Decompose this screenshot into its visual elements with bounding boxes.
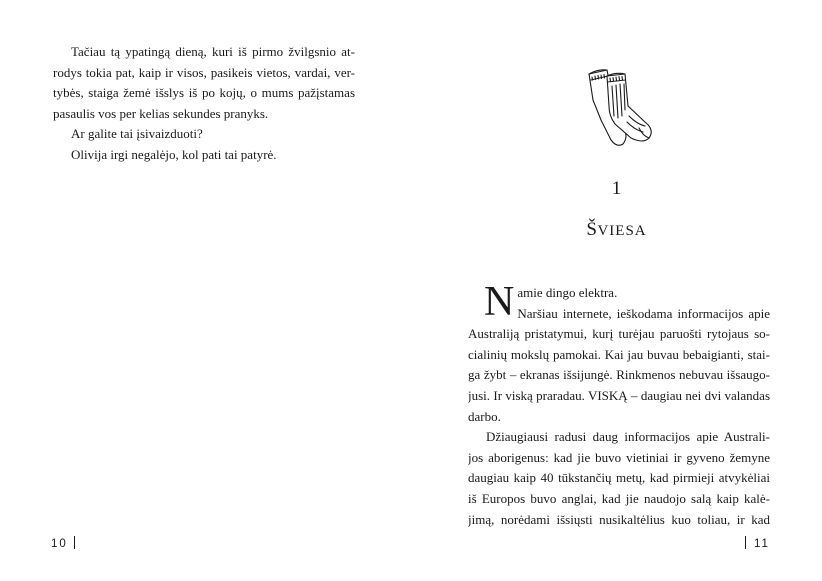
chapter-title-rest: VIESA xyxy=(597,223,647,239)
text-line: Ar galite tai įsivaizduoti? xyxy=(71,126,203,142)
page-number-value: 10 xyxy=(51,538,68,550)
text-line: cialinių mokslų pamokai. Kai jau buvau bebaigianti, stai- xyxy=(468,346,770,362)
text-line: iš Europos buvo anglai, kad jie naudojo salą kaip kalė- xyxy=(468,490,770,506)
text-line: daugiau kaip 40 tūkstančių metų, kad pirmieji atvykėliai xyxy=(468,470,770,486)
text-line: ga žybt – ekranas išsijungė. Rinkmenos nebuvau išsaugo- xyxy=(468,367,770,383)
chapter-number: 1 xyxy=(611,178,622,199)
text-line: pasaulis vos per kelias sekundes pranyks. xyxy=(53,105,269,121)
text-line: amie dingo elektra. xyxy=(517,285,618,300)
right-page xyxy=(411,0,822,581)
socks-illustration xyxy=(579,66,661,156)
text-line: Tačiau tą ypatingą dieną, kuri iš pirmo žvilgsnio at- xyxy=(71,44,355,59)
page-number-right xyxy=(745,536,770,550)
chapter-title xyxy=(411,219,822,241)
right-page-text xyxy=(468,279,770,530)
text-line: Džiaugiausi radusi daug informacijos apie Australi- xyxy=(486,429,770,445)
drop-cap: N xyxy=(484,279,515,325)
page-number-left xyxy=(51,536,75,550)
text-line: Olivija irgi negalėjo, kol pati tai patyrė. xyxy=(71,146,277,162)
text-line: jimą, norėdami išsiųsti nusikaltėlius kuo toliau, ir kad xyxy=(468,511,770,527)
folio-divider xyxy=(74,536,75,549)
text-line: tybės, staiga žemė išslys iš po kojų, o mums pažįstamas xyxy=(53,85,355,101)
text-line: Naršiau internete, ieškodama informacijos apie xyxy=(517,305,770,321)
text-line: jos aborigenus: kad jie buvo vietiniai ir gyveno žemyne xyxy=(468,449,770,465)
text-line: rodys tokia pat, kaip ir visos, pasikeis vietos, vardai, ver- xyxy=(53,64,355,80)
chapter-title-initial: Š xyxy=(586,219,598,240)
text-line: darbo. xyxy=(468,408,501,424)
left-page-text xyxy=(53,42,355,166)
text-line: jusi. Ir viską praradau. VISKĄ – daugiau nei dvi valandas xyxy=(468,387,770,403)
folio-divider xyxy=(745,536,746,549)
text-line: Australiją pristatymui, kurį turėjau paruošti rytojaus so- xyxy=(468,326,770,342)
page-number-value: 11 xyxy=(754,538,770,550)
